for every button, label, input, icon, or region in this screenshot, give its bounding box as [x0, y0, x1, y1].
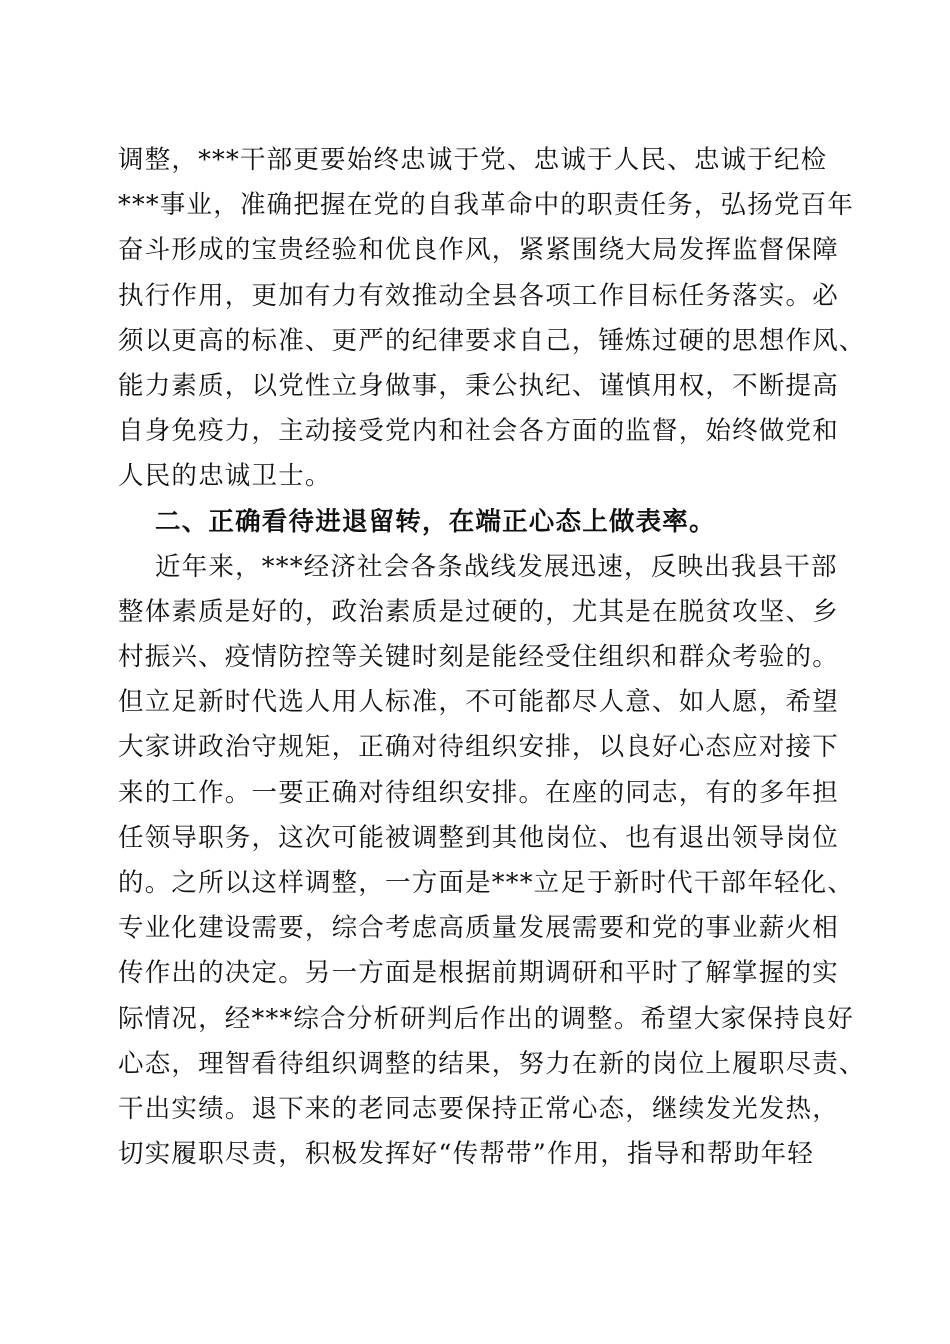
text-line: 奋斗形成的宝贵经验和优良作风，紧紧围绕大局发挥监督保障	[118, 235, 839, 266]
text-line: 心态，理智看待组织调整的结果，努力在新的岗位上履职尽责、	[118, 1048, 866, 1079]
text-line: 专业化建设需要，综合考虑高质量发展需要和党的事业薪火相	[118, 913, 839, 944]
text-line: 任领导职务，这次可能被调整到其他岗位、也有退出领导岗位	[118, 822, 839, 853]
text-line: 来的工作。一要正确对待组织安排。在座的同志，有的多年担	[118, 777, 839, 808]
text-line: 的。之所以这样调整，一方面是***立足于新时代干部年轻化、	[118, 868, 855, 898]
section-heading: 二、正确看待进退留转，在端正心态上做表率。	[155, 506, 716, 537]
text-line: 能力素质，以党性立身做事，秉公执纪、谨慎用权，不断提高	[118, 370, 839, 401]
paragraph-2	[118, 545, 866, 1178]
paragraph-1	[118, 138, 866, 500]
text-line: 切实履职尽责，积极发挥好“传帮带”作用，指导和帮助年轻	[118, 1139, 814, 1170]
text-line: 大家讲政治守规矩，正确对待组织安排，以良好心态应对接下	[118, 732, 839, 763]
text-line: 整体素质是好的，政治素质是过硬的，尤其是在脱贫攻坚、乡	[118, 596, 839, 627]
text-line: 传作出的决定。另一方面是根据前期调研和平时了解掌握的实	[118, 958, 839, 989]
text-line: 近年来，***经济社会各条战线发展迅速，反映出我县干部	[155, 551, 838, 582]
text-line: 村振兴、疫情防控等关键时刻是能经受住组织和群众考验的。	[118, 642, 839, 673]
text-line: 际情况，经***综合分析研判后作出的调整。希望大家保持良好	[118, 1003, 855, 1034]
text-line: 干出实绩。退下来的老同志要保持正常心态，继续发光发热，	[118, 1093, 839, 1124]
text-line: 调整，***干部更要始终忠诚于党、忠诚于人民、忠诚于纪检	[118, 145, 828, 175]
text-line: 自身免疫力，主动接受党内和社会各方面的监督，始终做党和	[118, 416, 839, 447]
document-body	[118, 138, 866, 1177]
text-line: 执行作用，更加有力有效推动全县各项工作目标任务落实。必	[118, 280, 839, 311]
text-line: 须以更高的标准、更严的纪律要求自己，锤炼过硬的思想作风、	[118, 325, 866, 356]
text-line: ***事业，准确把握在党的自我革命中的职责任务，弘扬党百年	[118, 190, 855, 221]
text-line: 人民的忠诚卫士。	[118, 461, 332, 492]
text-line: 但立足新时代选人用人标准，不可能都尽人意、如人愿，希望	[118, 687, 839, 718]
